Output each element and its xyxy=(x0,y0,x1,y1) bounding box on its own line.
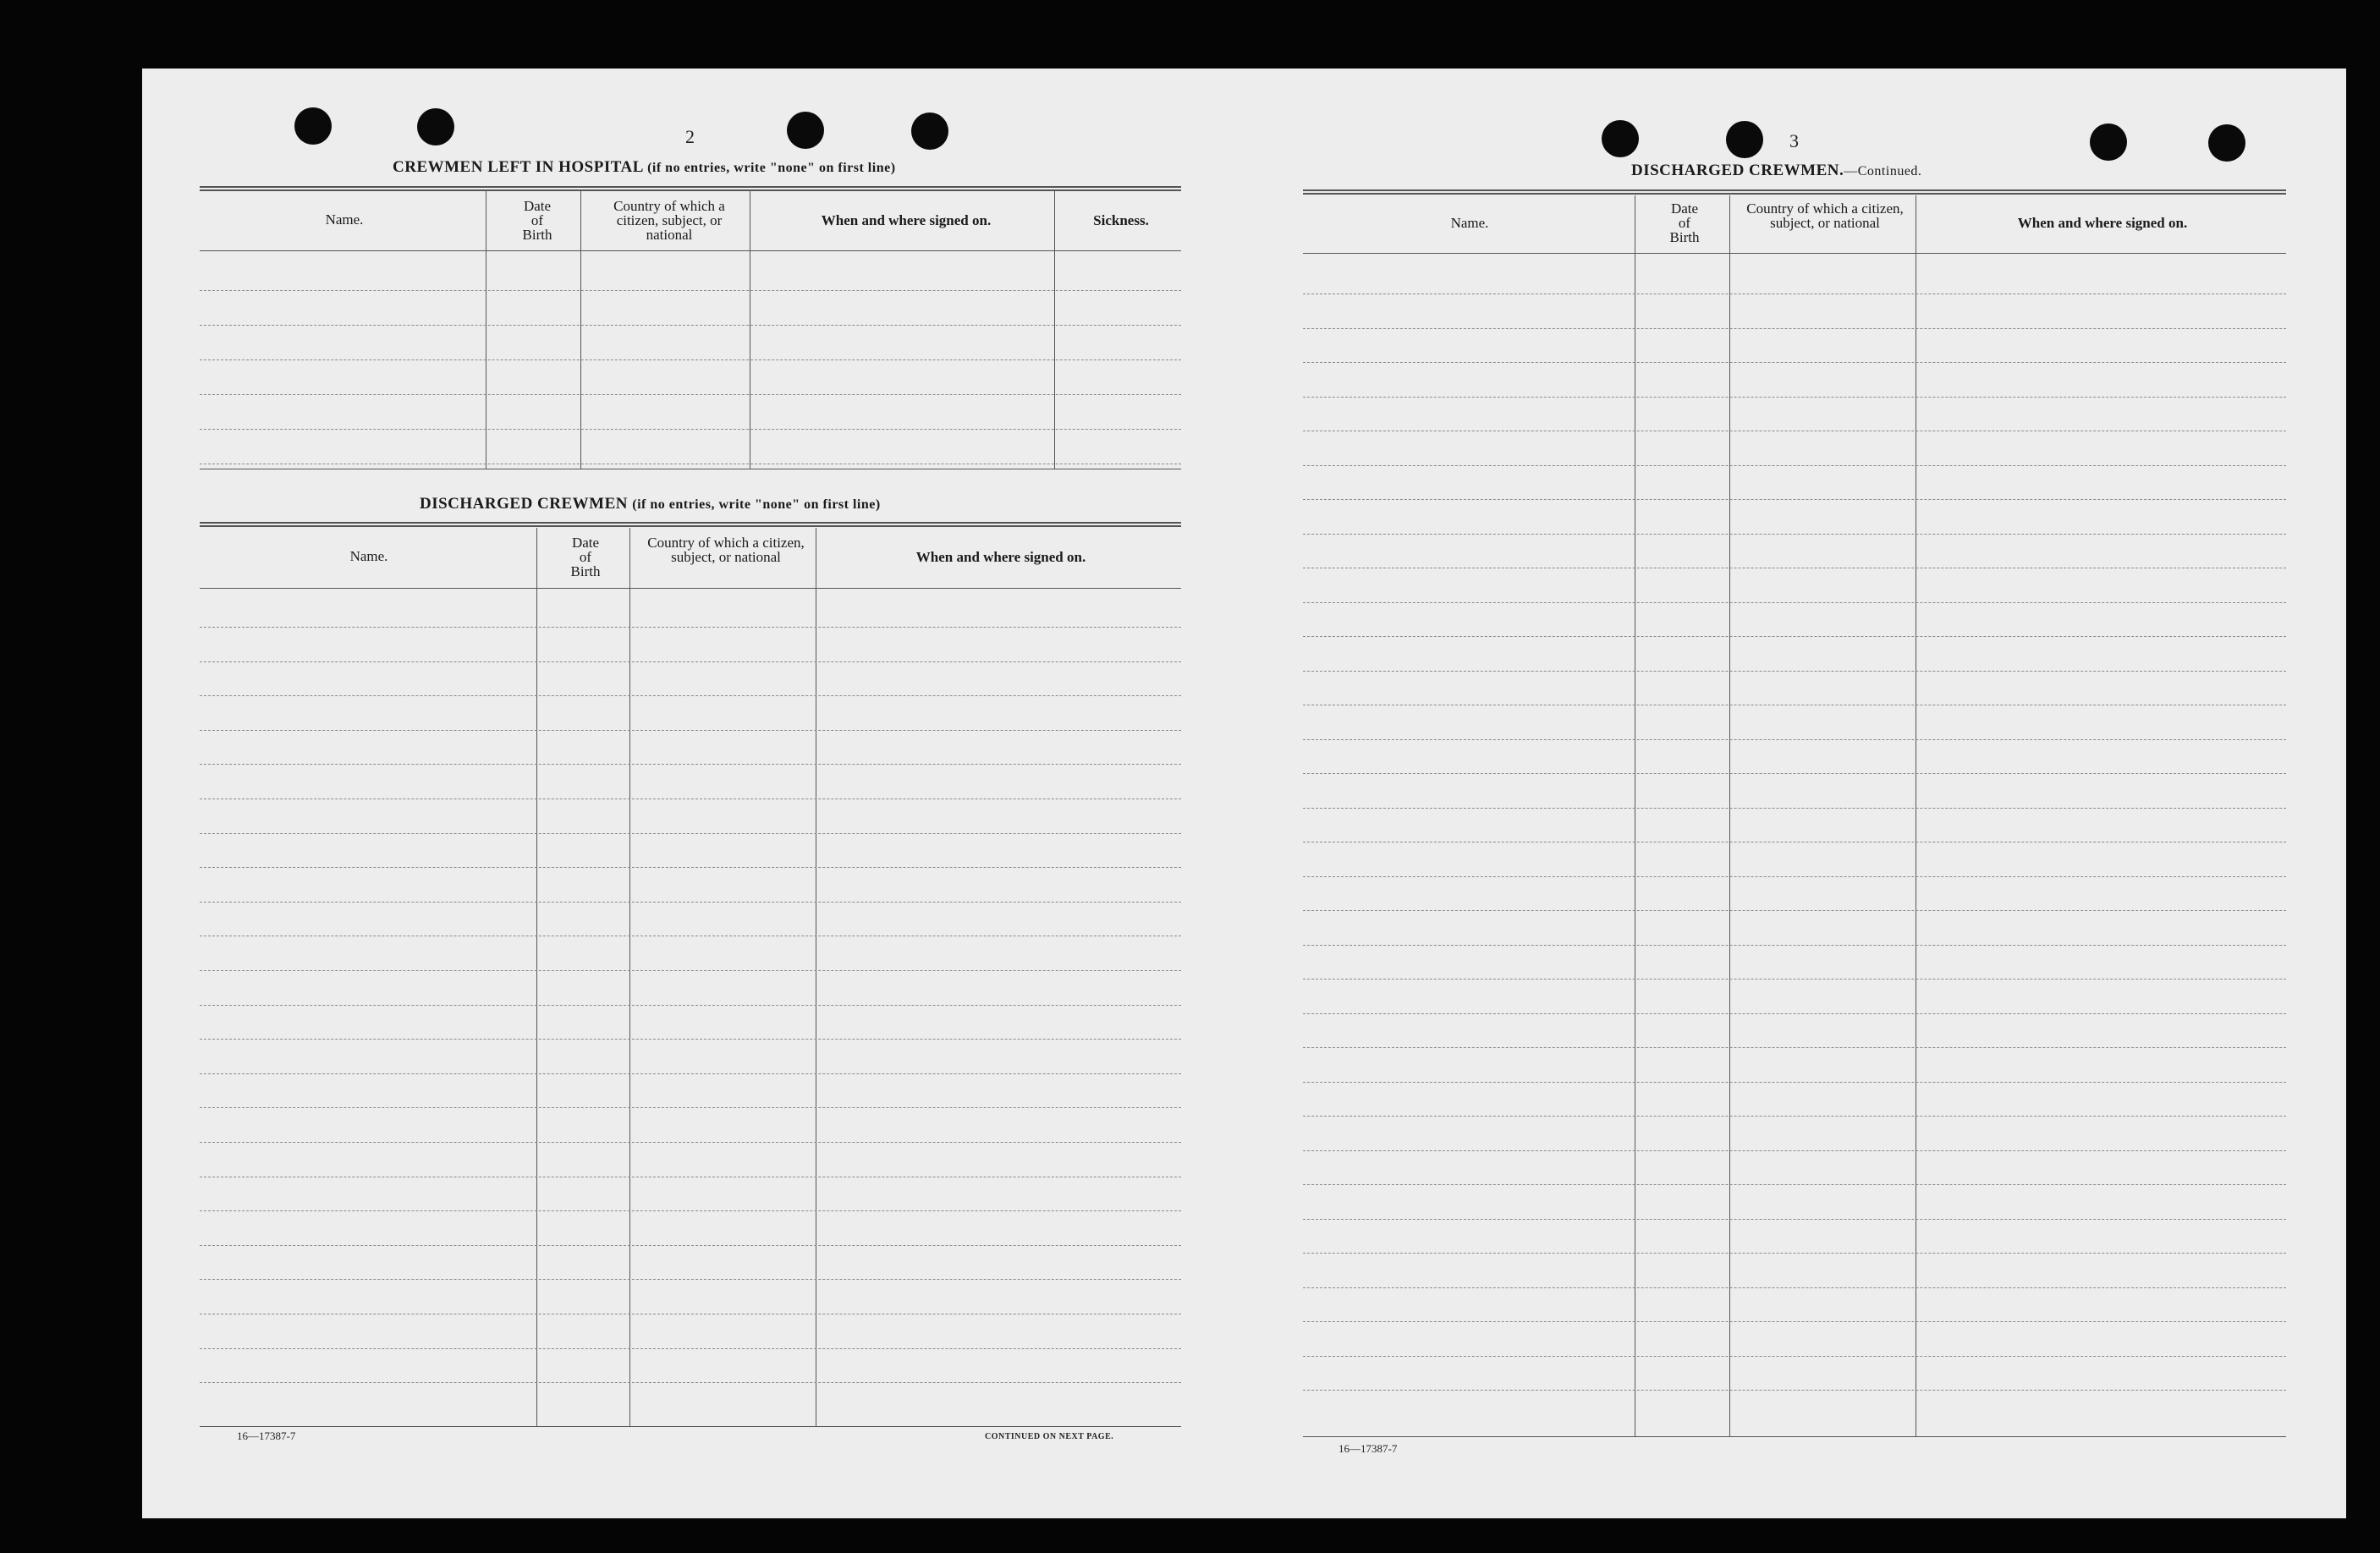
right-discharged-entry-line xyxy=(1303,1082,2286,1083)
discharged-entry-line xyxy=(200,970,1181,971)
discharged-entry-line xyxy=(200,1382,1181,1383)
punch-hole xyxy=(1726,121,1763,158)
right-discharged-entry-line xyxy=(1303,328,2286,329)
hospital-entry-line xyxy=(200,394,1181,395)
discharged-entry-line xyxy=(200,1107,1181,1108)
right-discharged-entry-line xyxy=(1303,362,2286,363)
hospital-entry-line xyxy=(200,359,1181,360)
right-discharged-entry-line xyxy=(1303,465,2286,466)
right-discharged-entry-line xyxy=(1303,1287,2286,1288)
right-discharged-entry-line xyxy=(1303,397,2286,398)
hospital-title-text: CREWMEN LEFT IN HOSPITAL xyxy=(393,158,643,176)
discharged-entry-line xyxy=(200,1210,1181,1211)
right-discharged-entry-line xyxy=(1303,1321,2286,1322)
discharged-entry-line xyxy=(200,1279,1181,1280)
right-discharged-entry-line xyxy=(1303,636,2286,637)
discharged-entry-line xyxy=(200,1245,1181,1246)
discharged-header-rule xyxy=(200,522,1181,527)
right-title-text: DISCHARGED CREWMEN. xyxy=(1631,162,1844,179)
punch-hole xyxy=(911,112,948,150)
discharged-title-text: DISCHARGED CREWMEN xyxy=(420,495,628,513)
discharged-col-dob: Date of Birth xyxy=(570,535,601,579)
hospital-header-bottom-rule xyxy=(200,250,1181,251)
right-discharged-entry-line xyxy=(1303,739,2286,740)
hospital-entry-line xyxy=(200,290,1181,291)
right-discharged-entry-line xyxy=(1303,1253,2286,1254)
right-section-title xyxy=(1631,162,1921,180)
right-discharged-entry-line xyxy=(1303,773,2286,774)
document-sheet xyxy=(142,69,2346,1518)
discharged-col-signed-on: When and where signed on. xyxy=(915,549,1086,565)
discharged-col-country: Country of which a citizen, subject, or national xyxy=(647,535,805,565)
hospital-col-country: Country of which a citizen, subject, or national xyxy=(613,198,725,243)
punch-hole xyxy=(787,112,824,149)
discharged-entry-line xyxy=(200,902,1181,903)
punch-hole xyxy=(417,108,454,145)
page-number-right: 3 xyxy=(1789,130,1799,151)
hospital-col-sickness: Sickness. xyxy=(1093,212,1149,228)
page-number-left: 2 xyxy=(685,126,695,147)
hospital-col-dob: Date of Birth xyxy=(522,198,552,243)
hospital-header-rule xyxy=(200,186,1181,191)
right-header-rule xyxy=(1303,189,2286,195)
hospital-column-divider xyxy=(580,191,581,469)
right-discharged-entry-line xyxy=(1303,910,2286,911)
punch-hole xyxy=(2208,124,2245,162)
discharged-entry-line xyxy=(200,1073,1181,1074)
continued-note: CONTINUED ON NEXT PAGE. xyxy=(985,1432,1114,1441)
discharged-column-divider xyxy=(629,528,630,1426)
discharged-entry-line xyxy=(200,1005,1181,1006)
hospital-column-divider xyxy=(1054,191,1055,469)
right-title-suffix: —Continued. xyxy=(1844,164,1922,178)
right-col-name: Name. xyxy=(1450,215,1489,231)
discharged-entry-line xyxy=(200,730,1181,731)
discharged-entry-line xyxy=(200,867,1181,868)
right-discharged-entry-line xyxy=(1303,1390,2286,1391)
discharged-entry-line xyxy=(200,764,1181,765)
discharged-entry-line xyxy=(200,1142,1181,1143)
right-discharged-entry-line xyxy=(1303,602,2286,603)
discharged-entry-line xyxy=(200,695,1181,696)
form-number-left: 16—17387-7 xyxy=(237,1430,296,1442)
right-discharged-column-divider xyxy=(1729,195,1730,1436)
form-number-right: 16—17387-7 xyxy=(1338,1442,1398,1455)
hospital-col-name: Name. xyxy=(325,211,364,228)
right-discharged-entry-line xyxy=(1303,945,2286,946)
hospital-entry-line xyxy=(200,325,1181,326)
discharged-entry-line xyxy=(200,833,1181,834)
right-col-dob: Date of Birth xyxy=(1669,200,1700,245)
hospital-title-note: (if no entries, write "none" on first line) xyxy=(647,161,896,175)
right-discharged-entry-line xyxy=(1303,979,2286,980)
punch-hole xyxy=(294,107,332,145)
hospital-col-signed-on: When and where signed on. xyxy=(821,212,992,228)
right-discharged-entry-line xyxy=(1303,1150,2286,1151)
right-discharged-entry-line xyxy=(1303,1184,2286,1185)
discharged-entry-line xyxy=(200,627,1181,628)
discharged-entry-line xyxy=(200,1039,1181,1040)
discharged-col-name: Name. xyxy=(349,548,388,564)
discharged-entry-line xyxy=(200,661,1181,662)
right-discharged-bottom-rule xyxy=(1303,1436,2286,1437)
right-discharged-entry-line xyxy=(1303,1116,2286,1117)
discharged-entry-line xyxy=(200,1348,1181,1349)
right-discharged-entry-line xyxy=(1303,876,2286,877)
right-col-signed-on: When and where signed on. xyxy=(2017,215,2188,231)
right-discharged-entry-line xyxy=(1303,499,2286,500)
discharged-title-note: (if no entries, write "none" on first line) xyxy=(632,497,881,512)
hospital-section-title xyxy=(393,158,896,177)
punch-hole xyxy=(1602,120,1639,157)
right-discharged-entry-line xyxy=(1303,534,2286,535)
discharged-bottom-rule xyxy=(200,1426,1181,1427)
right-discharged-entry-line xyxy=(1303,1047,2286,1048)
right-discharged-entry-line xyxy=(1303,1356,2286,1357)
hospital-entry-line xyxy=(200,429,1181,430)
discharged-column-divider xyxy=(536,528,537,1426)
right-discharged-entry-line xyxy=(1303,1013,2286,1014)
right-discharged-entry-line xyxy=(1303,671,2286,672)
discharged-section-title xyxy=(420,495,881,513)
right-discharged-entry-line xyxy=(1303,1219,2286,1220)
discharged-entry-line xyxy=(200,798,1181,799)
right-discharged-header-bottom-rule xyxy=(1303,253,2286,254)
right-col-country: Country of which a citizen, subject, or national xyxy=(1746,200,1904,231)
discharged-header-bottom-rule xyxy=(200,588,1181,589)
right-discharged-entry-line xyxy=(1303,808,2286,809)
punch-hole xyxy=(2090,123,2127,161)
